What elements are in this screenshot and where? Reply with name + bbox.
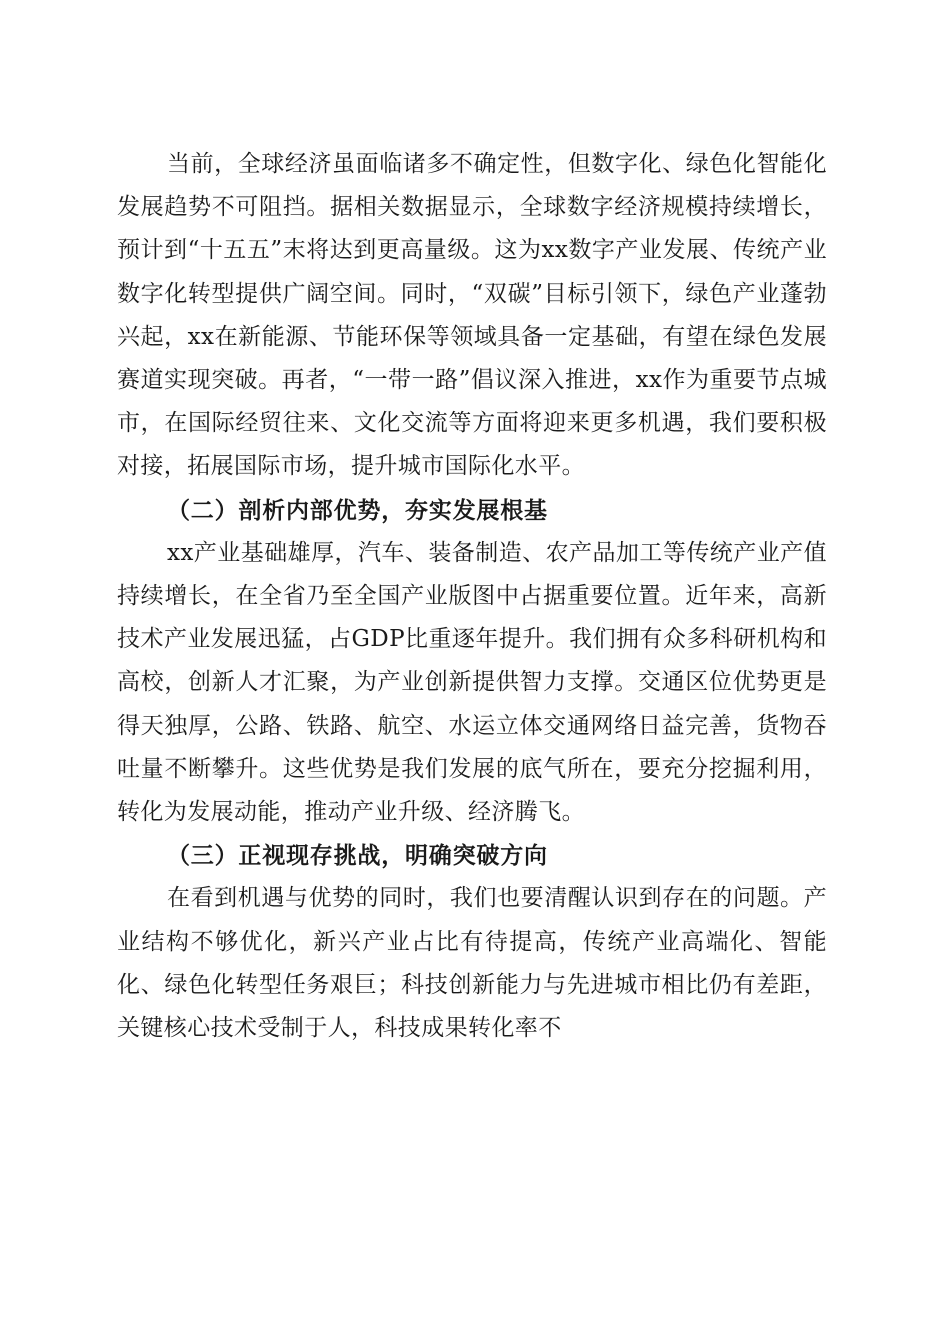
paragraph-challenges: 在看到机遇与优势的同时，我们也要清醒认识到存在的问题。产业结构不够优化，新兴产业占比有待提高，传统产业高端化、智能化、绿色化转型任务艰巨；科技创新能力与先进城市相比仍有差距，关键核心技术受制于人，科技成果转化率不 xyxy=(117,885,827,1042)
section-heading-challenges: （三）正视现存挑战，明确突破方向 xyxy=(167,842,548,870)
paragraph-internal-advantages: xx产业基础雄厚，汽车、装备制造、农产品加工等传统产业产值持续增长，在全省乃至全国产业版图中占据重要位置。近年来，高新技术产业发展迅猛，占GDP比重逐年提升。我们拥有众多科研机构和高校，创新人才汇聚，为产业创新提供智力支撑。交通区位优势更是得天独厚，公路、铁路、航空、水运立体交通网络日益完善，货物吞吐量不断攀升。这些优势是我们发展的底气所在，要充分挖掘利用，转化为发展动能，推动产业升级、经济腾飞。 xyxy=(117,539,827,826)
section-heading-internal-advantages: （二）剖析内部优势，夯实发展根基 xyxy=(167,496,548,524)
document-body xyxy=(117,143,827,1050)
paragraph-opportunities: 当前，全球经济虽面临诸多不确定性，但数字化、绿色化智能化发展趋势不可阻挡。据相关数据显示，全球数字经济规模持续增长，预计到“十五五”末将达到更高量级。这为xx数字产业发展、传统产业数字化转型提供广阔空间。同时，“双碳”目标引领下，绿色产业蓬勃兴起，xx在新能源、节能环保等领域具备一定基础，有望在绿色发展赛道实现突破。再者，“一带一路”倡议深入推进，xx作为重要节点城市，在国际经贸往来、文化交流等方面将迎来更多机遇，我们要积极对接，拓展国际市场，提升城市国际化水平。 xyxy=(117,151,827,480)
